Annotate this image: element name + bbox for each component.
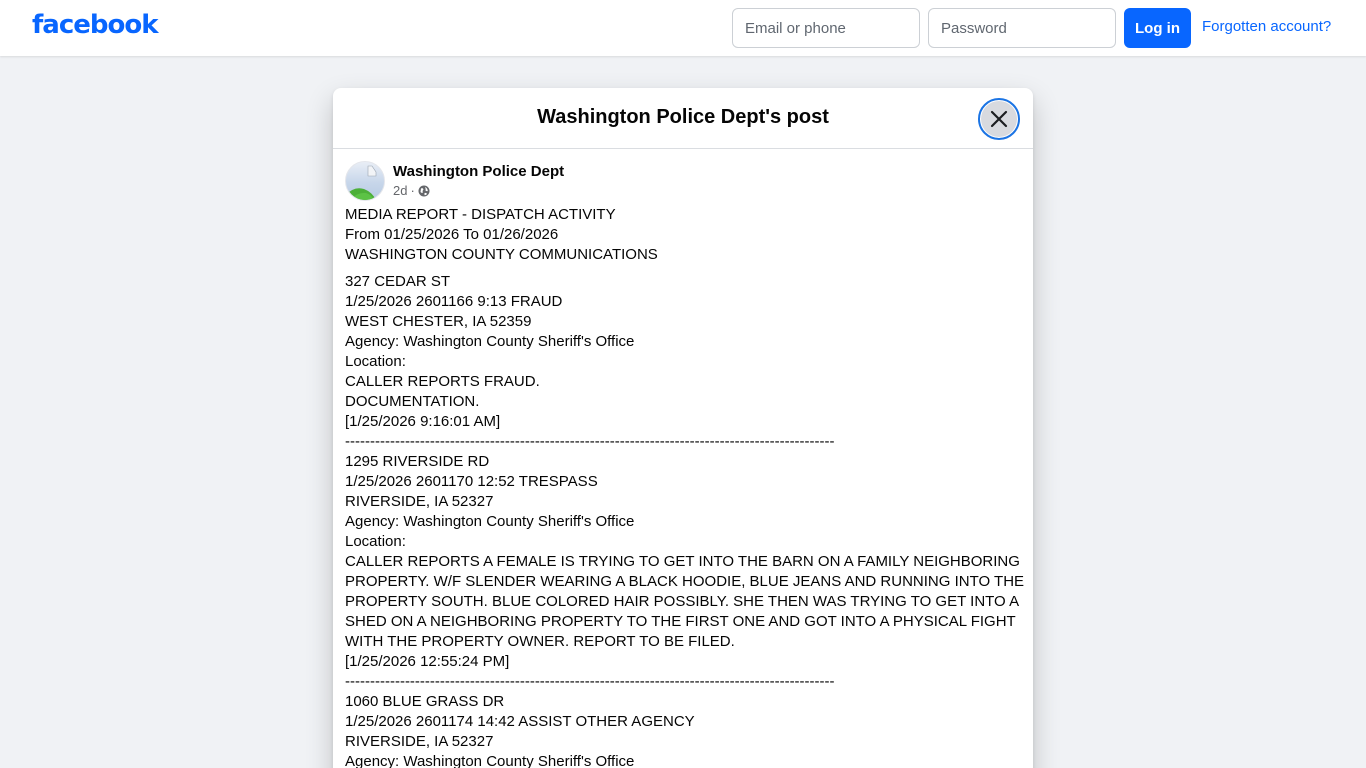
entry-incident: 1/25/2026 2601174 14:42 ASSIST OTHER AGENCY <box>345 713 695 730</box>
entry-timestamp: [1/25/2026 12:55:24 PM] <box>345 653 510 670</box>
entry-note: WITH THE PROPERTY OWNER. REPORT TO BE FILED. <box>345 633 735 650</box>
post-author[interactable]: Washington Police Dept <box>393 163 565 180</box>
password-input[interactable] <box>928 8 1116 48</box>
entry-incident: 1/25/2026 2601170 12:52 TRESPASS <box>345 473 598 490</box>
dispatch-entry <box>345 272 1021 432</box>
dispatch-entry <box>345 692 1021 768</box>
entry-address: 327 CEDAR ST <box>345 273 451 290</box>
entry-agency: Agency: Washington County Sheriff's Office <box>345 333 635 350</box>
email-or-phone-input[interactable] <box>732 8 920 48</box>
post-dialog <box>333 88 1033 768</box>
report-date-range: From 01/25/2026 To 01/26/2026 <box>345 226 559 243</box>
entry-city: WEST CHESTER, IA 52359 <box>345 313 532 330</box>
entry-agency: Agency: Washington County Sheriff's Office <box>345 513 635 530</box>
avatar-image-icon <box>346 162 385 201</box>
top-navigation-bar <box>0 0 1366 56</box>
post-text <box>333 205 1033 768</box>
dialog-title: Washington Police Dept's post <box>537 106 829 128</box>
entry-city: RIVERSIDE, IA 52327 <box>345 493 494 510</box>
entry-note: SHED ON A NEIGHBORING PROPERTY TO THE FIRST ONE AND GOT INTO A PHYSICAL FIGHT <box>345 613 1016 630</box>
dispatch-entry <box>345 452 1025 672</box>
dialog-header <box>333 88 1033 149</box>
report-intro <box>345 205 1021 265</box>
entry-note: PROPERTY SOUTH. BLUE COLORED HAIR POSSIBLY. SHE THEN WAS TRYING TO GET INTO A <box>345 593 1020 610</box>
entry-location: Location: <box>345 353 406 370</box>
post-meta <box>393 183 430 198</box>
post-time[interactable]: 2d <box>393 183 408 198</box>
entry-city: RIVERSIDE, IA 52327 <box>345 733 494 750</box>
forgotten-account-link[interactable]: Forgotten account? <box>1202 18 1332 35</box>
entry-divider: -------------------------------------------------------------------------------------------------- <box>345 433 835 450</box>
entry-note: CALLER REPORTS A FEMALE IS TRYING TO GET INTO THE BARN ON A FAMILY NEIGHBORING <box>345 553 1020 570</box>
entry-address: 1295 RIVERSIDE RD <box>345 453 490 470</box>
entry-location: Location: <box>345 533 406 550</box>
entry-note: PROPERTY. W/F SLENDER WEARING A BLACK HOODIE, BLUE JEANS AND RUNNING INTO THE <box>345 573 1025 590</box>
entry-agency: Agency: Washington County Sheriff's Office <box>345 753 635 768</box>
entry-incident: 1/25/2026 2601166 9:13 FRAUD <box>345 293 563 310</box>
entry-note: CALLER REPORTS FRAUD. <box>345 373 540 390</box>
entry-timestamp: [1/25/2026 9:16:01 AM] <box>345 413 501 430</box>
meta-separator: · <box>410 183 415 198</box>
entry-address: 1060 BLUE GRASS DR <box>345 693 505 710</box>
page-avatar[interactable] <box>345 161 385 201</box>
globe-icon <box>418 185 430 197</box>
facebook-logo[interactable]: facebook <box>32 10 158 40</box>
close-icon <box>990 110 1008 128</box>
entry-note: DOCUMENTATION. <box>345 393 480 410</box>
entry-divider: -------------------------------------------------------------------------------------------------- <box>345 673 835 690</box>
post-header <box>333 149 1033 205</box>
report-title: MEDIA REPORT - DISPATCH ACTIVITY <box>345 206 616 223</box>
log-in-button[interactable]: Log in <box>1124 8 1191 48</box>
close-button[interactable] <box>978 98 1020 140</box>
report-source: WASHINGTON COUNTY COMMUNICATIONS <box>345 246 658 263</box>
